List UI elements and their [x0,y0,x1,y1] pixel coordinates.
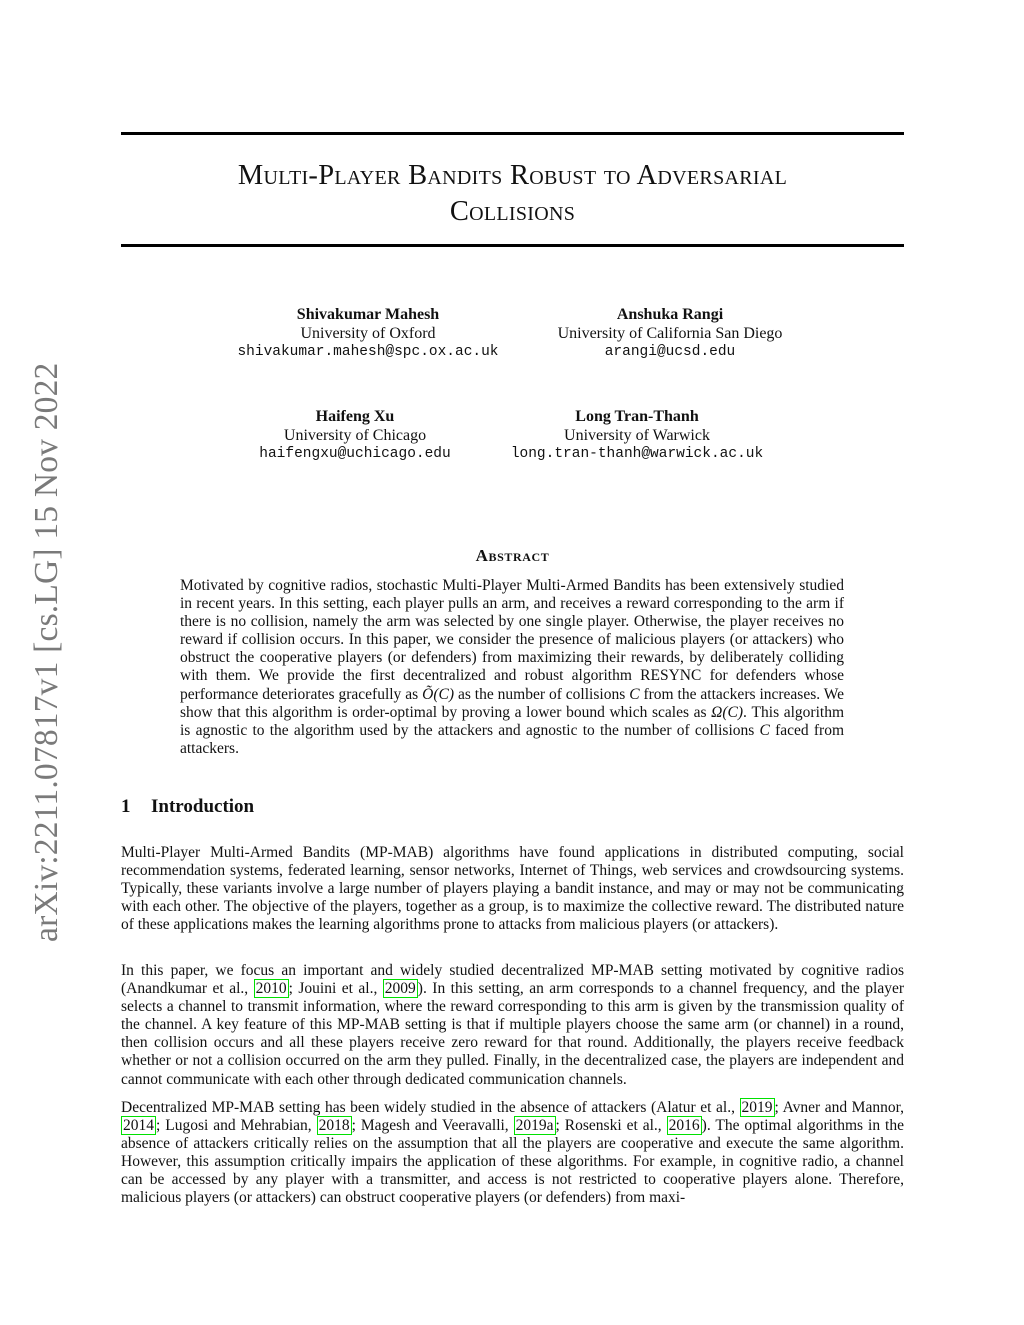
text-run: ; Avner and Mannor, [774,1099,904,1116]
abstract-text: Motivated by cognitive radios, stochastic Multi-Player Multi-Armed Bandits has been extensively studied in recent years. In this setting, each player pulls an arm, and receives a reward corresponding to the arm if there is no collision, namely the arm was selected by one single player. Otherwise, the player receives no reward if collision occurs. In this paper, we consider the presence of malicious players (or attackers) who obstruct the cooperative players (or defenders) from maximizing their rewards, by deliberately colliding with them. We provide the first decentralized and robust algorithm RESYNC for defenders whose performance deteriorates gracefully as [180,577,844,703]
abstract-heading: Abstract [475,546,550,565]
intro-paragraph-3 [121,1099,904,1208]
author-affiliation: University of California San Diego [557,325,783,342]
abstract-text: . This algorithm is agnostic to the algorithm used by the attackers and agnostic to the number of collisions [180,703,845,739]
math-o-tilde-c: Õ(C) [422,685,454,703]
section-number: 1 [121,796,131,817]
abstract-body [180,577,844,758]
author-block-2 [520,305,820,362]
intro-paragraph-2 [121,962,904,1089]
author-affiliation: University of Chicago [283,427,427,444]
section-heading-introduction [121,796,254,818]
citation-link[interactable]: 2019 [741,1099,773,1116]
author-email[interactable]: long.tran-thanh@warwick.ac.uk [510,446,764,462]
text-run: ; Rosenski et al., [555,1117,667,1135]
text-run: ). The optimal algorithms in the absence of attackers critically relies on the assumption that all the players are cooperative and execute the same algorithm. However, this assumption critically impairs the application of these algorithms. For example, in cognitive radio, a channel can be accessed by any player with a transmitter, and access is not restricted to cooperative players alone. Therefore, malicious players (or attackers) can obstruct cooperative players (or defenders) from maxi- [121,1117,904,1207]
author-email[interactable]: haifengxu@uchicago.edu [259,446,451,462]
text-run: Decentralized MP-MAB setting has been widely studied in the absence of attackers (Alatur et al., [121,1099,740,1116]
author-name: Long Tran-Thanh [575,408,699,425]
text-run: ). In this setting, an arm corresponds to a channel frequency, and the player selects a channel to transmit information, where the reward corresponding to this arm is given by the transmission quality of the channel. A key feature of this MP-MAB setting is that if multiple players choose the same arm (or channel) in a round, then collision occurs and all these players receive zero reward for that round. Additionally, the players receive feedback whether or not a collision occurred on the arm they pulled. Finally, in the decentralized case, the players are independent and cannot communicate with each other through dedicated communication channels. [121,980,904,1088]
author-name: Anshuka Rangi [616,306,724,323]
text-run: ; Lugosi and Mehrabian, [156,1117,317,1135]
intro-paragraph-1 [121,844,904,934]
citation-link[interactable]: 2014 [123,1117,154,1135]
title-bottom-rule [121,244,904,247]
text-run: ; Jouini et al., [288,980,383,998]
paragraph-text [121,1099,904,1208]
citation-link[interactable]: 2019a [515,1117,554,1135]
citation-link[interactable]: 2009 [384,980,416,998]
author-block-4 [487,407,787,464]
author-affiliation: University of Warwick [564,427,710,444]
paper-title [121,158,904,230]
abstract-text: as the number of collisions [457,685,626,703]
abstract-paragraph [180,577,844,758]
author-name: Shivakumar Mahesh [296,306,440,323]
paragraph-text: Multi-Player Multi-Armed Bandits (MP-MAB) algorithms have found applications in distributed computing, social recommendation systems, federated learning, sensor networks, Internet of Things, web services and crowdsourcing systems. Typically, these variants involve a large number of players playing a bandit instance, and may or may not be communicating with each other. The objective of the players, together as a group, is to maximize the collective reward. The distributed nature of these applications makes the learning algorithms prone to attacks from malicious players (or attackers). [121,844,904,934]
math-c: C [759,721,770,739]
math-omega-c: Ω(C) [711,703,744,721]
author-affiliation: University of Oxford [300,325,436,342]
title-line-2: Collisions [449,196,576,227]
author-email[interactable]: shivakumar.mahesh@spc.ox.ac.uk [237,344,499,360]
text-run: ; Magesh and Veeravalli, [351,1117,514,1135]
author-block-3 [205,407,505,464]
title-line-1: Multi-Player Bandits Robust to Adversarial [237,160,788,191]
abstract-text: faced from attackers. [180,721,845,757]
title-top-rule [121,132,904,135]
author-block-1 [218,305,518,362]
citation-link[interactable]: 2016 [668,1117,700,1135]
arxiv-identifier-stamp: arXiv:2211.07817v1 [cs.LG] 15 Nov 2022 [28,362,65,942]
math-c: C [629,685,640,703]
citation-link[interactable]: 2018 [318,1117,350,1135]
author-name: Haifeng Xu [315,408,395,425]
abstract-text: from the attackers increases. We show that this algorithm is order-optimal by proving a lower bound which scales as [180,685,845,721]
citation-link[interactable]: 2010 [255,980,287,998]
section-title: Introduction [151,796,255,817]
paragraph-text [121,962,904,1089]
text-run: In this paper, we focus an important and widely studied decentralized MP-MAB setting motivated by cognitive radios (Anandkumar et al., [121,962,904,998]
author-email[interactable]: arangi@ucsd.edu [604,344,736,360]
